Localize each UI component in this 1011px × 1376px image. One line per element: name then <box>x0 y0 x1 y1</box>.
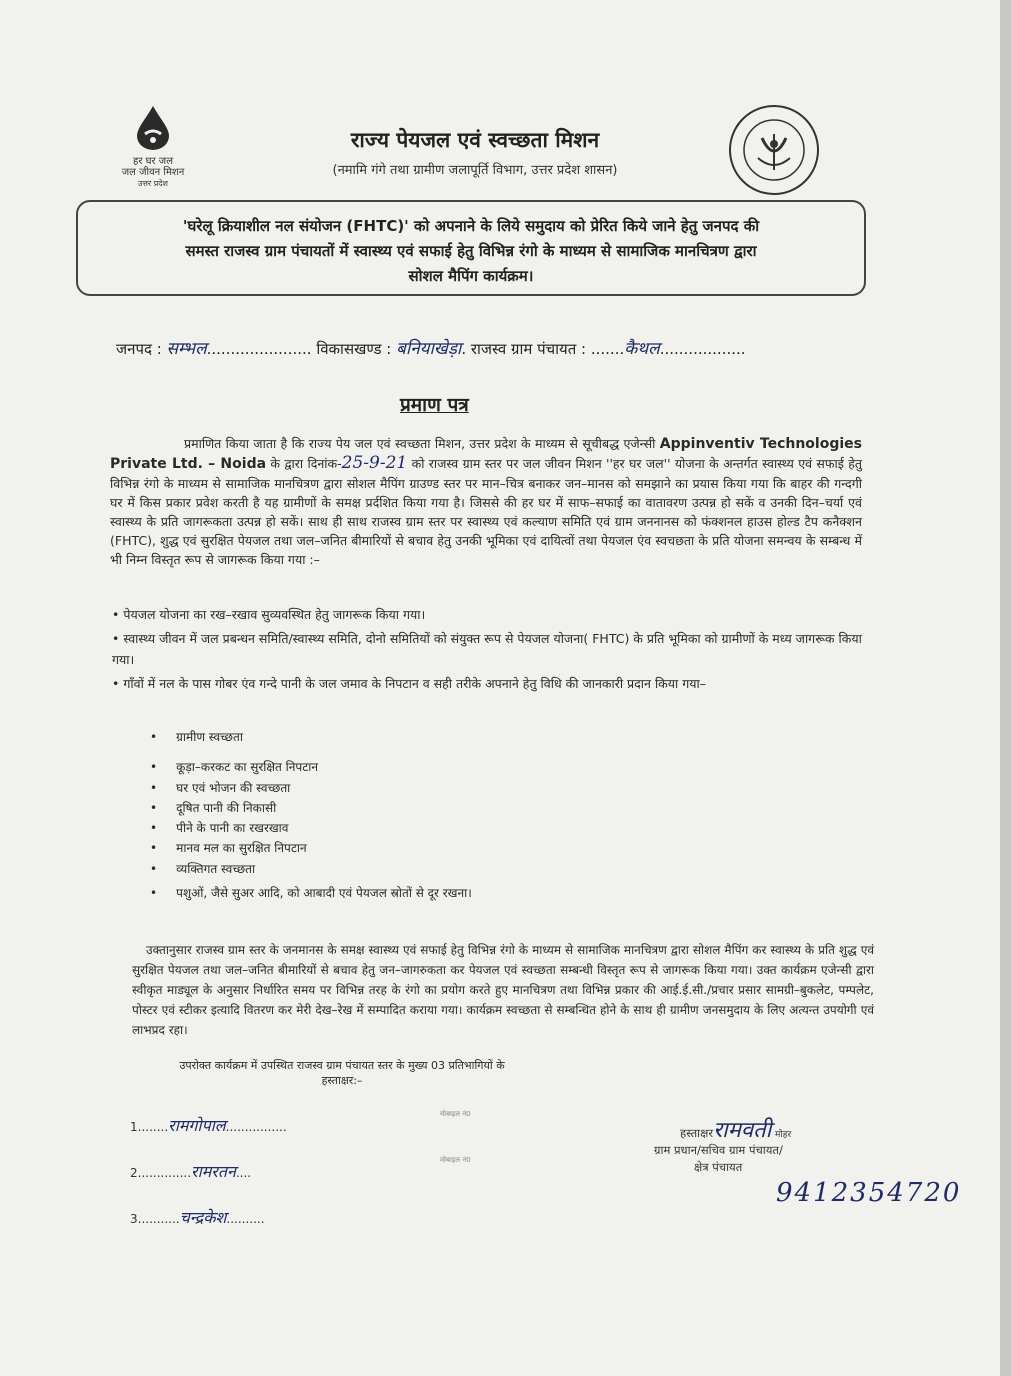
topic-item: • दूषित पानी की निकासी <box>150 800 277 815</box>
logo-caption-1: हर घर जल <box>133 156 173 167</box>
block-label: विकासखण्ड : <box>316 340 392 358</box>
har-ghar-jal-logo <box>108 104 198 188</box>
topic-item: • घर एवं भोजन की स्वच्छता <box>150 780 291 795</box>
designation: ग्राम प्रधान/सचिव ग्राम पंचायत/ <box>654 1143 783 1157</box>
page-title: राज्य पेयजल एवं स्वच्छता मिशन <box>350 128 600 152</box>
panchayat-value: कैथल <box>624 339 660 359</box>
area-label: क्षेत्र पंचायत <box>694 1160 743 1174</box>
location-row: जनपद : सम्भल...................... विकासखण्ड : बनियाखेड़ा. राजस्व ग्राम पंचायत : .......कैथल.................. <box>116 339 746 359</box>
topic-item-animals: • पशुओं, जैसे सुअर आदि, को आबादी एवं पेयजल स्रोतों से दूर रखना। <box>150 886 472 900</box>
pradhan-signature: रामवती <box>713 1118 772 1143</box>
topic-line-3: सोशल मैपिंग कार्यक्रम। <box>408 267 534 285</box>
topic-item: • पीने के पानी का रखरखाव <box>150 821 289 836</box>
p1-body: को राजस्व ग्राम स्तर पर जल जीवन मिशन ''हर घर जल'' योजना के अन्तर्गत स्वास्थ्य एवं सफाई हेतु विभिन्न रंगो के माध्यम से सामाजिक मानचित्रण द्वारा सोशल मैपिंग ग्राउण्ड स्तर पर मान–चित्र बनाकर जन–मानस को समझाने का प्रयास किया गया कि बाहर की गन्दगी घर में किस प्रकार प्रवेश करती है यह ग्रामीणों के समक्ष प्रर्दशित किया गया है। जिससे की हर घर में साफ–सफाई का वातावरण उत्पन्न हो सकें व उनकी दिन–चर्या एवं स्वास्थ्य के प्रति जागरूकता उत्पन्न हो सकें। साथ ही साथ राजस्व ग्राम स्तर पर स्वास्थ्य एवं कल्याण समिति एवं ग्राम जननानस को फंक्शनल हाउस होल्ड टैप कनैक्शन (FHTC), शुद्ध एवं सुरक्षित पेयजल तथा जल–जनित बीमारियों से बचाव हेतु उनकी भूमिका एवं दायित्वों तथा पेयजल एंव स्वचछता के प्रति योजना समन्वय के सम्बन्ध में भी निम्न विस्तृत रूप से जागरूक किया गया :– <box>110 456 863 567</box>
panchayat-label: राजस्व ग्राम पंचायत : <box>470 340 587 358</box>
sanitation-topics <box>150 728 750 880</box>
topic-item: • ग्रामीण स्वच्छता <box>150 730 243 744</box>
logo-caption-3: उत्तर प्रदेश <box>138 179 168 188</box>
participant-signature: चन्द्रकेश <box>179 1208 227 1227</box>
signature-label: हस्ताक्षर <box>680 1126 714 1140</box>
p1-intro: प्रमाणित किया जाता है कि राज्य पेय जल एवं स्वच्छता मिशन, उत्तर प्रदेश के माध्यम से सूचीबद्ध एजेन्सी <box>184 436 656 451</box>
awareness-bullets <box>112 604 872 697</box>
topic-item: • कूड़ा–करकट का सुरक्षित निपटान <box>150 760 319 775</box>
topic-line-1: 'घरेलू क्रियाशील नल संयोजन (FHTC)' को अपनाने के लिये समुदाय को प्रेरित किये जाने हेतु जनपद की <box>182 217 760 235</box>
bullet-item: • गाँवों में नल के पास गोबर एंव गन्दे पानी के जल जमाव के निपटान व सही तरीके अपनाने हेतु विधि की जानकारी प्रदान किया गया– <box>112 676 707 691</box>
water-drop-icon <box>123 104 183 152</box>
participant-signature: रामरतन <box>191 1162 236 1181</box>
topic-line-2: समस्त राजस्व ग्राम पंचायतों में स्वास्थ्य एवं सफाई हेतु विभिन्न रंगो के माध्यम से सामाजिक मानचित्रण द्वारा <box>185 242 757 260</box>
certificate-paragraph-2: उक्तानुसार राजस्व ग्राम स्तर के जनमानस के समक्ष स्वास्थ्य एवं सफाई हेतु विभिन्न रंगो के माध्यम से सामाजिक मानचित्रण द्वारा सोशल मैपिंग कर स्वास्थ्य के प्रति शुद्ध एवं सुरक्षित पेयजल तथा जल–जनित बीमारियों से बचाव हेतु जन–जागरुकता कर पेयजल एवं स्वच्छता सम्बन्धी विस्तृत रूप से जागरूक किया गया। उक्त कार्यक्रम एजेन्सी द्वारा स्वीकृत माड्यूल के अनुसार निर्धारित समय पर विभिन्न तरह के रंगो का प्रयोग करते हुए मानचित्रण तथा विभिन्न प्रकार की आई.ई.सी./प्रचार प्रसार सामग्री–बुकलेट, पम्पलेट, पोस्टर एवं स्टीकर इत्यादि वितरण कर मेरी देख–रेख में सम्पादित कराया गया। कार्यक्रम स्वच्छता से सम्बन्धित होने के साथ ही ग्रामीण जनसमुदाय के लिए अत्यन्त उपयोगी एवं लाभप्रद रहा। <box>132 943 874 1037</box>
topic-box <box>76 200 866 296</box>
agency-name: Appinventiv Technologies Private Ltd. – Noida <box>110 436 862 472</box>
up-government-emblem <box>728 104 820 196</box>
logo-caption-2: जल जीवन मिशन <box>121 167 185 178</box>
district-value: सम्भल <box>166 339 207 359</box>
emblem-icon <box>728 104 820 196</box>
participant-row: 1........रामगोपाल................ <box>130 1116 287 1135</box>
participants-intro: उपरोक्त कार्यक्रम में उपस्थित राजस्व ग्राम पंचायत स्तर के मुख्य 03 प्रतिभागियों के हस्ताक्षर:– <box>179 1059 505 1087</box>
participant-row: 3...........चन्द्रकेश.......... <box>130 1208 265 1227</box>
bullet-item: • स्वास्थ्य जीवन में जल प्रबन्धन समिति/स्वास्थ्य समिति, दोनो समितियों को संयुक्त रूप से पेयजल योजना( FHTC) के प्रति भूमिका को ग्रामीणों के मध्य जागरूक किया गया। <box>112 631 862 667</box>
seal-label: मोहर <box>775 1130 792 1140</box>
participant-signature: रामगोपाल <box>168 1116 226 1135</box>
topic-item: • व्यक्तिगत स्वच्छता <box>150 861 256 876</box>
certificate-title: प्रमाण पत्र <box>400 394 469 416</box>
mobile-label: मोबाइल नं0 <box>440 1156 471 1164</box>
topic-item: • मानव मल का सुरक्षित निपटान <box>150 841 307 856</box>
event-date: 25-9-21 <box>341 453 408 473</box>
mobile-label: मोबाइल नं0 <box>440 1110 471 1118</box>
pradhan-phone: 9412354720 <box>776 1178 962 1208</box>
bullet-item: • पेयजल योजना का रख–रखाव सुव्यवस्थित हेतु जागरूक किया गया। <box>112 607 426 622</box>
district-label: जनपद : <box>116 340 162 358</box>
p1-date-label: के द्वारा दिनांक- <box>270 456 342 471</box>
block-value: बनियाखेड़ा <box>396 339 462 359</box>
page-subtitle: (नमामि गंगे तथा ग्रामीण जलापूर्ति विभाग, उत्तर प्रदेश शासन) <box>332 163 618 178</box>
certificate-paragraph-1 <box>110 434 862 569</box>
participant-row: 2..............रामरतन.... <box>130 1162 252 1181</box>
page-edge <box>1000 0 1011 1376</box>
